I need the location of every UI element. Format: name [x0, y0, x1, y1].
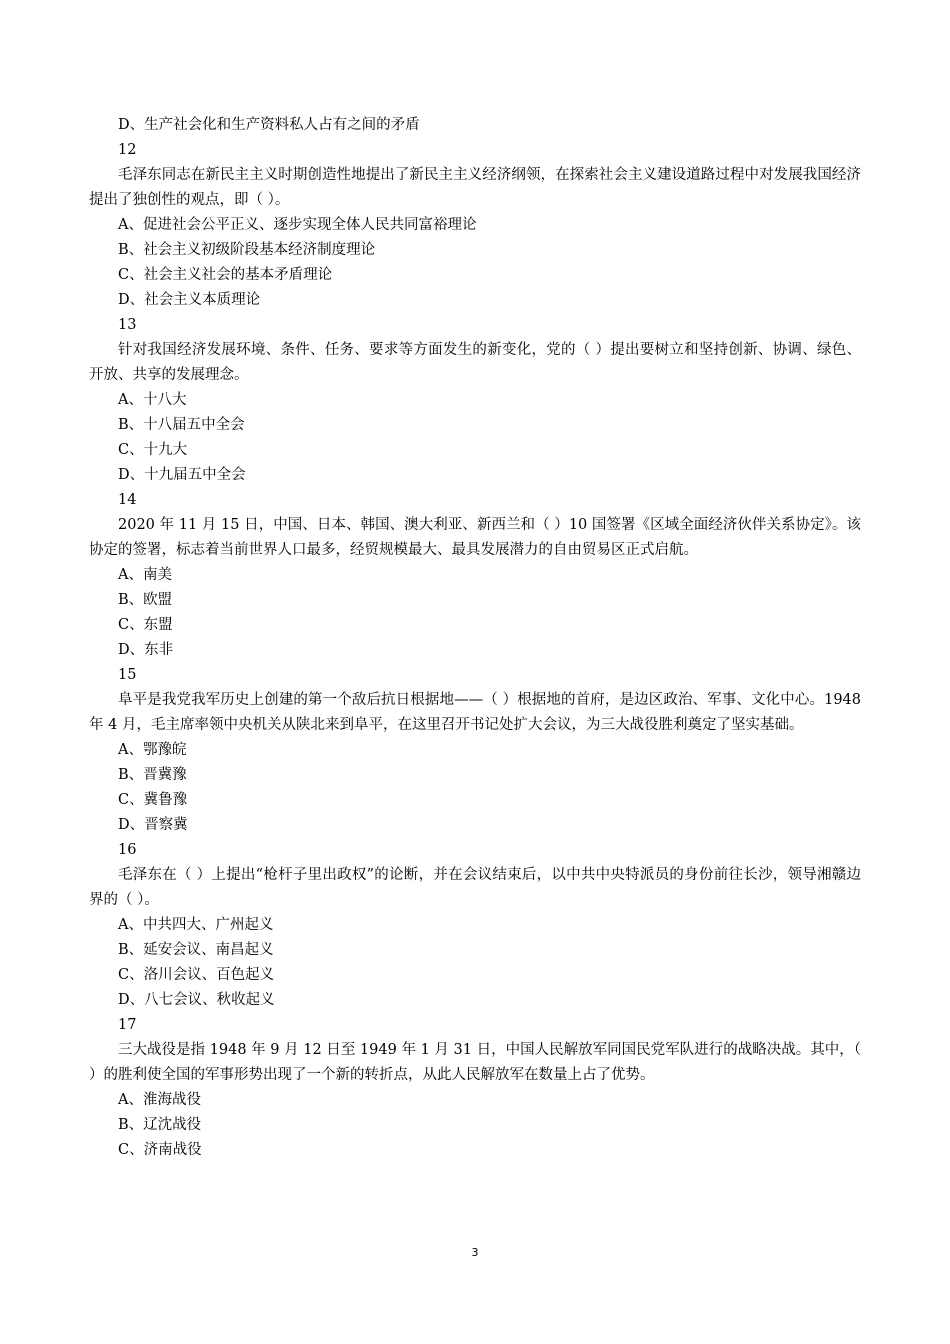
- answer-option: D、东非: [118, 642, 174, 658]
- question-number: 17: [118, 1017, 137, 1033]
- document-page: [89, 113, 861, 1163]
- question-number: 14: [118, 492, 137, 508]
- question-text: 毛泽东同志在新民主主义时期创造性地提出了新民主主义经济纲领，在探索社会主义建设道路过程中对发展我国经济提出了独创性的观点，即（ ）。: [89, 167, 861, 208]
- answer-option: C、洛川会议、百色起义: [118, 967, 275, 983]
- page-number: 3: [471, 1246, 479, 1259]
- answer-option: A、十八大: [118, 392, 187, 408]
- question-text: 阜平是我党我军历史上创建的第一个敌后抗日根据地——（ ）根据地的首府，是边区政治、军事、文化中心。1948 年 4 月，毛主席率领中央机关从陕北来到阜平，在这里召开书记处扩大会议，为三大战役胜利奠定了坚实基础。: [89, 692, 861, 733]
- answer-option: D、社会主义本质理论: [118, 292, 261, 308]
- question-text: 2020 年 11 月 15 日，中国、日本、韩国、澳大利亚、新西兰和（ ）10 国签署《区域全面经济伙伴关系协定》。该协定的签署，标志着当前世界人口最多，经贸规模最大、最具发展潜力的自由贸易区正式启航。: [89, 517, 861, 558]
- question-text: 针对我国经济发展环境、条件、任务、要求等方面发生的新变化，党的（ ）提出要树立和坚持创新、协调、绿色、开放、共享的发展理念。: [89, 342, 861, 383]
- answer-option: A、促进社会公平正义、逐步实现全体人民共同富裕理论: [118, 217, 477, 233]
- answer-option: C、济南战役: [118, 1142, 202, 1158]
- question-number: 15: [118, 667, 137, 683]
- answer-option: B、延安会议、南昌起义: [118, 942, 274, 958]
- answer-option: B、辽沈战役: [118, 1117, 202, 1133]
- answer-option: C、东盟: [118, 617, 173, 633]
- question-number: 12: [118, 142, 137, 158]
- answer-option: B、晋冀豫: [118, 767, 187, 783]
- answer-option: A、鄂豫皖: [118, 742, 187, 758]
- answer-option: A、淮海战役: [118, 1092, 201, 1108]
- question-text: 毛泽东在（ ）上提出“枪杆子里出政权”的论断，并在会议结束后，以中共中央特派员的身份前往长沙，领导湘赣边界的（ ）。: [89, 867, 861, 908]
- answer-option: B、十八届五中全会: [118, 417, 245, 433]
- answer-option: C、冀鲁豫: [118, 792, 188, 808]
- answer-option: A、南美: [118, 567, 172, 583]
- question-number: 13: [118, 317, 137, 333]
- answer-option: C、十九大: [118, 442, 188, 458]
- answer-option: D、生产社会化和生产资料私人占有之间的矛盾: [118, 117, 420, 133]
- answer-option: C、社会主义社会的基本矛盾理论: [118, 267, 333, 283]
- answer-option: B、社会主义初级阶段基本经济制度理论: [118, 242, 376, 258]
- answer-option: D、十九届五中全会: [118, 467, 246, 483]
- question-text: 三大战役是指 1948 年 9 月 12 日至 1949 年 1 月 31 日，中国人民解放军同国民党军队进行的战略决战。其中，（ ）的胜利使全国的军事形势出现了一个新的转折点，从此人民解放军在数量上占了优势。: [89, 1042, 861, 1083]
- answer-option: A、中共四大、广州起义: [118, 917, 274, 933]
- answer-option: D、八七会议、秋收起义: [118, 992, 275, 1008]
- question-number: 16: [118, 842, 137, 858]
- answer-option: D、晋察冀: [118, 817, 188, 833]
- answer-option: B、欧盟: [118, 592, 173, 608]
